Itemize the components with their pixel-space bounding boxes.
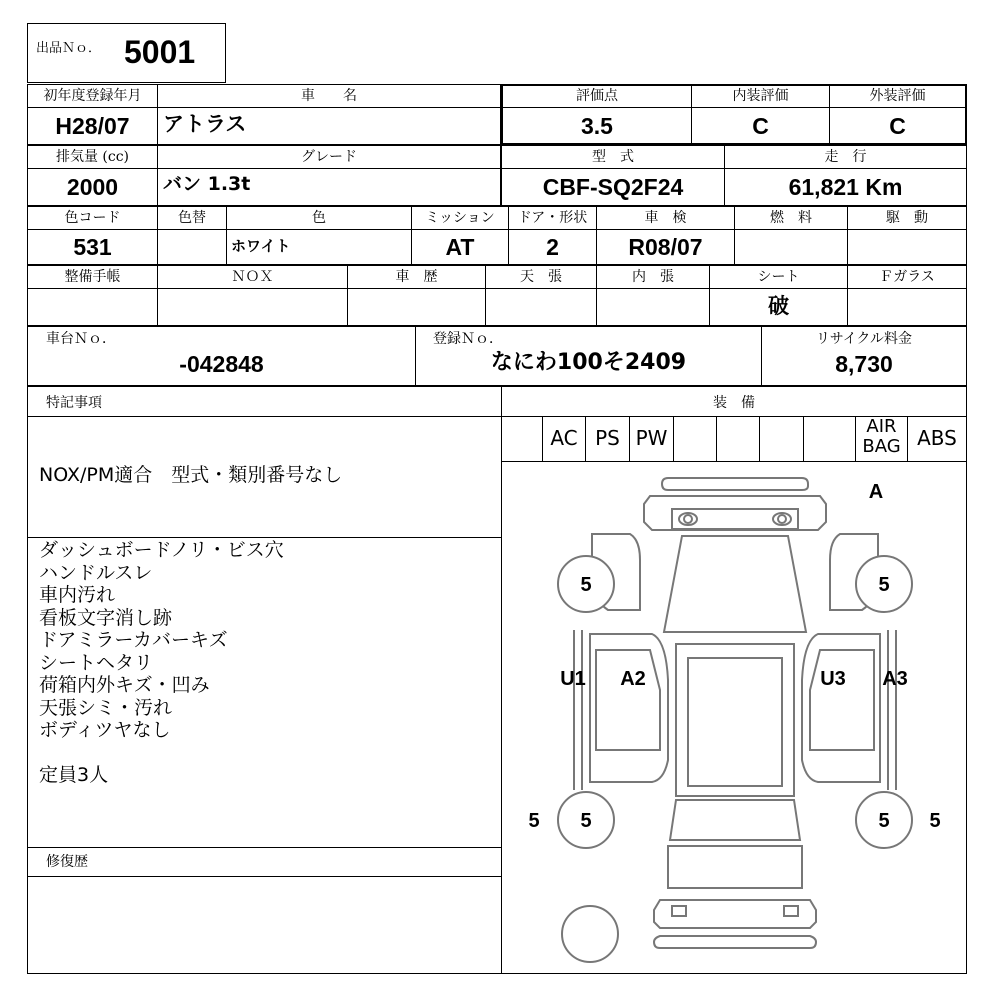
mileage-value: 61,821 Km [788, 174, 903, 200]
equip-airbag-1: AIR [866, 416, 897, 437]
mark-rear-left-outer: 5 [528, 810, 540, 832]
plate-value: なにわ100そ2409 [490, 350, 687, 375]
equip-cell-blank-4 [759, 416, 804, 462]
name-value: アトラス [163, 112, 247, 136]
mark-u1: U1 [560, 668, 586, 690]
mission-label: ミッション [425, 210, 495, 226]
mark-a3: A3 [882, 668, 908, 690]
equip-pw: PW [635, 426, 668, 450]
car-diagram [501, 461, 967, 974]
spare-tire-icon [562, 906, 618, 962]
chassis-label: 車台Ｎｏ． [46, 331, 116, 347]
mark-front: A [868, 481, 884, 503]
displacement-label: 排気量 (cc) [55, 149, 130, 165]
glass-value-cell [847, 288, 967, 326]
interior-value: C [752, 113, 769, 139]
nox-value-cell [157, 288, 348, 326]
repair-label-cell [27, 847, 502, 877]
door-value: 2 [546, 234, 559, 260]
equip-ps: PS [595, 426, 620, 450]
roof-label: 天 張 [520, 269, 562, 285]
inspection-value: R08/07 [628, 234, 703, 260]
drive-label: 駆 動 [886, 210, 928, 226]
score-label: 評価点 [576, 88, 618, 104]
seat-value: 破 [768, 294, 789, 318]
mark-tire-rear-right: 5 [878, 810, 890, 832]
history-label: 車 歴 [395, 269, 438, 285]
color-label: 色 [312, 210, 326, 226]
notes-items: ダッシュボードノリ・ビス穴 ハンドルスレ 車内汚れ 看板文字消し跡 ドアミラーカバーキズ シートヘタリ 荷箱内外キズ・凹み 天張シミ・汚れ ボディツヤなし 定員3人 [39, 539, 284, 786]
equip-cell-blank-1 [501, 416, 543, 462]
displacement-value: 2000 [66, 174, 119, 200]
mark-a2: A2 [620, 668, 646, 690]
reg-label: 初年度登録年月 [43, 88, 142, 104]
manual-value-cell [27, 288, 158, 326]
glass-label: Ｆガラス [879, 269, 935, 285]
equip-cell-blank-2 [673, 416, 717, 462]
recycle-value: 8,730 [835, 351, 893, 377]
color-code-value: 531 [73, 234, 112, 260]
mileage-label: 走 行 [824, 149, 867, 165]
inner-label: 内 張 [632, 269, 674, 285]
grade-label: グレード [301, 149, 357, 165]
repair-label: 修復歴 [46, 854, 88, 870]
reg-value: H28/07 [55, 113, 130, 139]
fuel-label: 燃 料 [770, 210, 812, 226]
repaint-label: 色替 [178, 210, 206, 226]
model-value: CBF-SQ2F24 [542, 174, 684, 200]
score-value: 3.5 [581, 113, 613, 139]
history-value-cell [347, 288, 486, 326]
inspection-label: 車 検 [644, 210, 687, 226]
equip-airbag-2: BAG [862, 436, 901, 457]
color-value: ホワイト [231, 237, 291, 255]
notes-label: 特記事項 [46, 395, 102, 411]
mission-value: AT [445, 234, 475, 260]
mark-tire-rear-left: 5 [580, 810, 592, 832]
equipment-label: 装 備 [713, 395, 755, 411]
fuel-value-cell [734, 229, 848, 265]
grade-value: バン 1.3t [163, 173, 251, 195]
model-label: 型 式 [592, 149, 634, 165]
drive-value-cell [847, 229, 967, 265]
interior-label: 内装評価 [732, 88, 789, 104]
mark-rear-right-outer: 5 [929, 810, 941, 832]
inner-value-cell [596, 288, 710, 326]
manual-label: 整備手帳 [64, 269, 121, 285]
car-outline-icon [574, 478, 896, 948]
exterior-label: 外装評価 [869, 88, 926, 104]
repaint-value-cell [157, 229, 227, 265]
chassis-value: -042848 [179, 351, 264, 377]
repair-value-cell [27, 876, 502, 974]
plate-label: 登録Ｎｏ． [433, 331, 503, 347]
equip-abs: ABS [917, 426, 957, 450]
mark-tire-front-right: 5 [878, 574, 890, 596]
mark-u3: U3 [820, 668, 846, 690]
exterior-value: C [889, 113, 906, 139]
notes-line1: NOX/PM適合 型式・類別番号なし [39, 464, 343, 486]
equip-cell-blank-5 [803, 416, 856, 462]
lot-label: 出品Ｎｏ． [36, 41, 102, 56]
equip-cell-blank-3 [716, 416, 760, 462]
door-label: ドア・形状 [517, 210, 588, 226]
roof-value-cell [485, 288, 597, 326]
nox-label: ＮＯＸ [231, 269, 274, 285]
recycle-label: リサイクル料金 [815, 331, 913, 347]
equip-ac: AC [550, 426, 578, 450]
lot-number: 5001 [124, 34, 196, 70]
seat-label: シート [757, 269, 800, 285]
name-label: 車 名 [301, 88, 357, 104]
mark-tire-front-left: 5 [580, 574, 592, 596]
color-code-label: 色コード [64, 210, 121, 226]
